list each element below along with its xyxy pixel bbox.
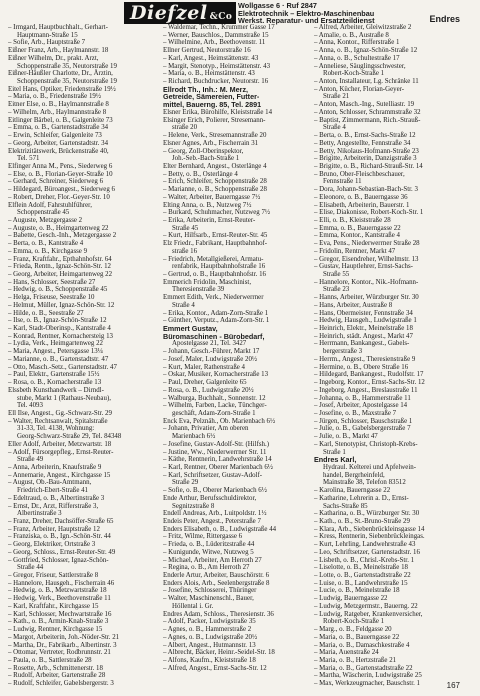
directory-entry: – Fridolin, Rentner, Markt 47 — [314, 247, 396, 255]
directory-column-3 — [314, 24, 466, 688]
directory-entry: Straße 55 — [323, 271, 350, 278]
directory-entry: Sachs-Straße 85 — [323, 502, 368, 510]
directory-entry: – Rosette, Arb., Schmittenerstr. 18 — [8, 664, 103, 672]
directory-entry: Elter Bernhard, Angest., Osterlänge 4 — [163, 162, 267, 170]
directory-entry: – Rosa, o. B., Ludwigstraße 20½ — [163, 386, 254, 394]
directory-entry: – Johann, Privatier, Am oberen — [163, 425, 249, 433]
directory-entry: Straße 44 — [17, 564, 44, 572]
directory-entry: – Karl, Schlosser, Mechwartstraße 16 — [8, 610, 112, 618]
directory-entry: – Leo, Schriftsetzer, Gartenstadtstr. 16 — [314, 548, 420, 556]
directory-entry: – Elise, Diakonisse, Robert-Koch-Str. 1 — [314, 209, 424, 217]
directory-entry: – Johanna, o. B., Hammerstraße 11 — [314, 394, 411, 402]
directory-entry: – Karl, Schriftsetzer, Gustav-Adolf- — [163, 471, 263, 479]
directory-entry: – Eleonore, o. B., Bauerngasse 36 — [314, 193, 408, 201]
directory-entry: – Anton, Masch.-Ing., Sutelliastr. 19 — [314, 101, 415, 109]
ad-line: Wollgasse 6 · Ruf 2847 — [238, 1, 317, 10]
directory-entry: – Konrad, Rentner, Kornachersteig 13 — [8, 332, 113, 340]
directory-entry: – Luise, o. B., Landwehrstraße 15 — [314, 579, 408, 587]
directory-entry: – Frieda, o. B., Lüderitzstraße 44 — [163, 541, 255, 549]
directory-entry: Endeis Peter, Angest., Peterstraße 7 — [163, 518, 261, 525]
directory-entry: Friedrich-Ebert-Straße 41 — [17, 487, 88, 495]
directory-entry: – Anton, Schlosser, Schrammstraße 32 — [314, 108, 421, 116]
directory-entry: Straße 1 — [323, 448, 346, 456]
directory-entry: – Baptist, Zimmermann, Rich.-Strauß- — [314, 116, 421, 124]
directory-entry: – Helene, Verk., Stresemannstraße 20 — [163, 132, 267, 140]
directory-entry: – Kunigunde, Witwe, Nutzweg 5 — [163, 548, 254, 556]
directory-entry: – Kath., o. B., Armin-Knab-Straße 3 — [8, 618, 109, 626]
logo-text: Diefzel — [130, 2, 208, 24]
directory-entry: – Helga, Friseuse, Seestraße 10 — [8, 294, 95, 302]
directory-entry: – Auguste, Metzgergasse 2 — [8, 216, 83, 224]
directory-entry: Hauptmann-Straße 15 — [17, 31, 78, 39]
directory-entry: Enderle Artur, Arbeiter, Bauschörstr. 6 — [163, 572, 270, 580]
directory-entry: – Hildegard, Bankangest., Rudolfstr. 17 — [314, 371, 424, 379]
directory-entry: – Kath., o. B., St.-Bruno-Straße 29 — [314, 518, 410, 525]
directory-entry: Albertinstraße 3 — [17, 510, 62, 518]
directory-entry: – Paul, Dreher, Galgenleite 65 — [163, 379, 247, 387]
directory-entry: – Gustav, Hauptlehrer, Ernst-Sachs- — [314, 263, 413, 271]
directory-entry: – Brigitte, o. B., Richard-Strauß-Str. 14 — [314, 162, 423, 170]
directory-entry: – Gerhard, Schreiner, Siederweg 6 — [8, 178, 104, 186]
directory-entry: Höllental i. Gr. — [172, 602, 214, 610]
directory-entry: – Hedwig, Verk., Beethovenstraße 11 — [8, 595, 111, 603]
directory-entry: – Maria, o. B., Gartenstadtstraße 22 — [314, 664, 413, 672]
directory-entry: – Katharina, o. B., Würzburger Str. 30 — [314, 510, 420, 518]
firm-entry: Ellrodt Th., Inh.: M. Merz, — [163, 84, 249, 94]
directory-entry: – Anna, Kontor., Rifferstraße 1 — [314, 39, 400, 47]
directory-entry: Emmerich Fridolin, Maschinist, — [163, 278, 252, 286]
directory-entry: – Erwin, Schleifer, Galgenleite 73 — [8, 132, 102, 140]
firm-entry: Getreide, Sämereien, Futter- — [163, 92, 260, 102]
directory-entry: Hydraul. Kelterei und Apfelwein- — [323, 463, 416, 471]
directory-entry: – Katharine, Lehrerin a. D., Ernst- — [314, 494, 409, 502]
directory-entry: Theresienstraße 39 — [172, 286, 225, 294]
directory-entry: – Gregor, Eisendreher, Wilhelmstr. 13 — [314, 255, 419, 263]
directory-entry: – Hans, Arbeiter, Austraße 8 — [314, 301, 393, 309]
directory-entry: Schoppenstraße 45 — [17, 209, 70, 217]
directory-entry: – Betty, Nikolaus-Hofmann-Straße 23 — [314, 147, 419, 155]
running-head: Endres — [429, 14, 460, 24]
firm-entry: Büromaschinen - Bürobedarf, — [163, 331, 265, 341]
directory-entry: – Walter, Maschinenschl., Bauer, — [163, 595, 254, 603]
directory-entry: – Werner, Bauschlos., Dammstraße 15 — [163, 31, 269, 39]
page-number: 167 — [446, 681, 460, 690]
directory-entry: – Karl, Stenotypist, Christoph-Krebs- — [314, 440, 418, 448]
directory-entry: – Maria, o. B., Bauerngasse 22 — [314, 633, 400, 641]
directory-entry: – Adolf, Fürsorgepfleg., Ernst-Reuter- — [8, 448, 114, 456]
directory-entry: – Franz, Dreher, Dachsöffer-Straße 65 — [8, 518, 114, 525]
directory-entry: – Anna, o. B., Schultestraße 17 — [314, 54, 400, 62]
directory-entry: – Hannelore, Kontor., Nik.-Hofmann- — [314, 278, 419, 286]
directory-entry: – Alfons, Kaufm., Kleiststraße 18 — [163, 656, 256, 664]
directory-entry: – Karl, Kraftfahr., Kirchgasse 15 — [8, 602, 99, 610]
directory-entry: – Regina, o. B., Am Herroth 27 — [163, 564, 250, 572]
directory-entry: – Ingeborg, Kontor., Ernst-Sachs-Str. 12 — [314, 379, 425, 387]
directory-entry: – Käthe, Rentnerin, Landwehrstraße 14 — [163, 456, 272, 464]
directory-entry: – Hanns, Arbeiter, Würzburger Str. 30 — [314, 294, 419, 302]
directory-entry: – Franz, Arbeiter, Hauptstraße 12 — [8, 525, 100, 533]
advertisement-text — [238, 2, 408, 25]
directory-entry: – Michael, Arbeiter, Am Herroth 27 — [163, 556, 262, 564]
directory-entry: – Karl, Rentner, Oberer Marienbach 6½ — [163, 463, 273, 471]
directory-entry: – Bruno, Ober-Fleischbeschauer, — [314, 170, 405, 178]
directory-entry: bergerstraße 3 — [323, 348, 363, 356]
directory-entry: – Lydia, Verk., Heimgartenweg 22 — [8, 340, 103, 348]
directory-entry: – Oskar, Musiker, Kornacherstraße 13 — [163, 371, 269, 379]
directory-entry: Ellner Gertrud, Neutorstraße 16 — [163, 47, 251, 55]
directory-entry: – Helmut, Müller, Ignaz-Schön-Str. 12 — [8, 301, 115, 309]
directory-entry: geschäft, Adam-Zorn-Straße 1 — [172, 409, 256, 417]
directory-entry: – Anna, o. B., Ignaz-Schön-Straße 12 — [314, 47, 418, 55]
directory-entry: – August, Ob.-Bau-Amtmann, — [8, 479, 92, 487]
directory-entry: Enck Eva, Pelznäh., Ob. Marienbach 6½ — [163, 417, 276, 425]
directory-entry: – Fritz, Wilme, Rittergasse 6 — [163, 533, 243, 541]
directory-entry: – Walter, Arbeiter, Bauerngasse 7½ — [163, 193, 261, 201]
directory-entry: Segnitzstraße 8 — [172, 502, 215, 510]
directory-entry: Endell Andreas, Arb., Luitpoldstr. 1½ — [163, 510, 267, 518]
directory-entry: – Maria, o. B., Heimstättenstr. 43 — [163, 70, 255, 78]
directory-entry: – Hedwig, Hausgeh., Ludwigstraße 1 — [314, 317, 417, 325]
directory-entry: Straße 45 — [172, 224, 199, 232]
directory-entry: Straße 23 — [323, 286, 350, 294]
directory-entry: – Ingeborg, Angest., Breslaustraße 11 — [314, 386, 418, 394]
directory-entry: – Hilde, o. B., Seestraße 27 — [8, 309, 84, 317]
directory-entry: – Hannelore, Hausgeh., Fischerrain 46 — [8, 579, 115, 587]
directory-entry: Eißner-Häußler Charlotte, Dr., Ärztin, — [8, 70, 113, 78]
directory-entry: – Georg, Arbeiter, Heimgartenweg 22 — [8, 271, 113, 278]
directory-entry: – Georg, Zoll-Oberinspektor, — [163, 147, 244, 155]
directory-entry: – Gregor, Friseur, Sattlerstraße 8 — [8, 572, 99, 580]
directory-entry: Eitner Else, o. B., Haylmannstraße 8 — [8, 101, 109, 109]
directory-entry: – Georg, Arbeiter, Gartenstadtstr. 34 — [8, 139, 109, 147]
directory-entry: – Jürgen, Schlosser, Bauschstraße 1 — [314, 417, 413, 425]
directory-entry: – Elisabeth, Arbeiterin, Bauerstr. 1 — [314, 201, 410, 209]
directory-entry: Straße 21 — [323, 93, 350, 101]
directory-entry: Elsner Agnes, Arb., Fischerrain 31 — [163, 139, 259, 147]
directory-entry: Eißner Franz, Arb., Haylmannstr. 18 — [8, 47, 109, 55]
directory-entry: – Emma, Kontor., Kantstraße 4 — [314, 232, 400, 240]
directory-entry: Endres Adam, Schloss., Theresienstr. 36 — [163, 610, 274, 618]
directory-entry: – Margot, Arbeiterin, Joh.-Nöder-Str. 21 — [8, 633, 120, 641]
directory-entry: – Betty, Angestellte, Fennstraße 34 — [314, 139, 411, 147]
directory-entry: Ell Ilse, Angest., Gg.-Schwarz-Str. 29 — [8, 409, 112, 417]
directory-entry: Robert-Koch-Straße 1 — [323, 618, 385, 626]
directory-entry: – Karl, Stadt-Oberinsp., Kantstraße 4 — [8, 325, 111, 333]
directory-entry: – Emma, o. B., Bauerngasse 22 — [314, 224, 401, 232]
directory-entry: – Ottomar, Vertreter, Rodbrunnstr. 21 — [8, 649, 111, 657]
directory-entry: Straße 4 — [172, 301, 195, 309]
directory-entry: – Martha, Dr., Fabrikarb., Albertinstr. 3 — [8, 641, 117, 649]
directory-entry: – Günther, Verputz., Adam-Zorn-Str. 1 — [163, 317, 270, 325]
directory-entry: – Berta, o. B., Ernst-Sachs-Straße 12 — [314, 132, 416, 140]
directory-column-2 — [163, 24, 311, 672]
directory-entry: – Maria, o. B., Hertzstraße 21 — [314, 656, 397, 664]
directory-entry: – Emma, o. B., Kirchgasse 9 — [8, 247, 88, 255]
directory-entry: – Anton, Kücher, Florian-Geyer- — [314, 85, 405, 93]
directory-entry: – Waldemar, Techn., Krummer Gasse 17 — [163, 24, 275, 31]
directory-entry: – Julie, o. B., Gabelsbergerstraße 7 — [314, 425, 411, 433]
directory-entry: – Albert, Angest., Hutmannstr. 13 — [163, 641, 256, 649]
directory-entry: Mainstraße 38, Telefon 83512 — [323, 479, 406, 487]
directory-entry: Ende Arthur, Berufsschuldirektor, — [163, 494, 257, 502]
directory-entry: – Franz, Kraftfahr., Epthahnhofstr. 64 — [8, 255, 112, 263]
directory-entry: – Albrecht, Bäcker, Heinr.-Seidel-Str. 18 — [163, 649, 275, 657]
directory-entry: – Rosa, o. B., Kornacherstraße 13 — [8, 379, 102, 387]
directory-entry: – Maria, o. B., Damaschkestraße 4 — [314, 641, 410, 649]
directory-entry: – Hedwig, o. B., Schoppenstraße 45 — [8, 286, 108, 294]
directory-entry: Straße 4 — [323, 124, 346, 132]
directory-entry: – Josefine, Gustav-Adolf-Str. (Hilfsh.) — [163, 440, 270, 448]
directory-entry: – Martha, Wäscherin, Ludwigstraße 25 — [314, 672, 422, 680]
directory-entry: – Kurt, Lehrling, Landwehrstraße 43 — [314, 541, 416, 549]
directory-entry: 31-33, Tel. 4138, Wohnung: — [17, 425, 95, 433]
directory-entry: – Wilhelmine, Arb., Beethovenstr. 11 — [163, 39, 266, 47]
directory-entry: – Agnes, o. B., Hammerstraße 2 — [163, 626, 252, 634]
directory-entry: Eißner Wilhelm, Dr., prakt. Arzt, — [8, 54, 99, 62]
directory-entry: Eitlinger Bärbel, o. B., Galgenleite 73 — [8, 116, 113, 124]
directory-entry: – Otto, Masch.-Setz., Gartenstadtstr. 47 — [8, 363, 117, 371]
directory-entry: – Alfred, Angest., Ernst-Sachs-Str. 12 — [163, 664, 267, 672]
directory-entry: – Adolf, Packer, Ludwigstraße 35 — [163, 618, 256, 626]
directory-entry: – Sofie, Arb., Hauptstraße 7 — [8, 39, 86, 47]
directory-entry: – Ilse, o. B., Ignaz-Schön-Straße 12 — [8, 317, 107, 325]
directory-entry: handel, Bergrheinfeld, — [323, 471, 385, 479]
directory-entry: – Walter, Rechtsanwalt, Spitalstraße — [8, 417, 108, 425]
directory-entry: – Josef, Maler, Ludwigstraße 20½ — [163, 355, 258, 363]
firm-entry: Emmert Gustav, — [163, 324, 218, 334]
directory-entry: – Heinrich, Elektr., Meinelstraße 18 — [314, 325, 413, 333]
directory-entry: – Max, Werkzeugmacher, Bauschstr. 1 — [314, 680, 421, 688]
directory-entry: Tel. 571 — [17, 155, 40, 163]
directory-entry: renfabrik, Hauptbahnhofstraße 16 — [172, 263, 266, 271]
directory-entry: Elfinger Anna M., Pens., Siederweg 6 — [8, 162, 113, 170]
directory-entry: Elssbeth Kunsthandwerk – Dirndl- — [8, 386, 104, 394]
directory-entry: Elting Anna, o. B., Nutzweg 7½ — [163, 201, 252, 209]
directory-entry: Eitel Hans, Optiker, Friedenstraße 19½ — [8, 85, 116, 93]
directory-entry: – Hildegard, Büroangest., Siederweg 6 — [8, 186, 115, 194]
directory-entry: Robert-Koch-Straße 1 — [323, 70, 385, 78]
directory-entry: Joh.-Seb.-Bach-Straße 1 — [172, 155, 240, 163]
directory-entry: – Maria, Auenstraße 24 — [314, 649, 379, 657]
directory-entry: – Richard, Buchdrucker, Neutorstr. 16 — [163, 78, 269, 86]
directory-entry: Straße 29 — [172, 479, 199, 487]
directory-entry: – Rudolf, Arbeiter, Gartenstraße 28 — [8, 672, 106, 680]
advertiser-logo — [124, 2, 236, 24]
directory-entry: – Sofie, o. B., Oberer Marienbach 6½ — [163, 487, 267, 495]
directory-entry: – Wilhelm, Arb., Haylmannstraße 8 — [8, 108, 107, 116]
directory-entry: – Brigitte, Arbeiterin, Danzigstraße 3 — [314, 155, 417, 163]
directory-entry: Marienbach 6½ — [172, 433, 216, 441]
directory-entry: – Emma, o. B., Gartenstadtstraße 34 — [8, 124, 109, 132]
directory-entry: – Hans, Obermeister, Fennstraße 34 — [314, 309, 413, 317]
directory-entry: – Elli, o. B., Kleiststraße 28 — [314, 216, 391, 224]
directory-entry: straße 16 — [172, 247, 198, 255]
directory-entry: Apostelgasse 21, Tel. 3427 — [172, 340, 247, 348]
directory-entry: – Kurt, Hilfsarb., Ernst-Reuter-Str. 45 — [163, 232, 268, 240]
directory-entry: – Kurt, Maler, Rathenstraße 4 — [163, 363, 246, 371]
firm-entry: mittel, Bauerng. 85, Tel. 2891 — [163, 100, 262, 110]
ad-line: Elektrotechnik – Elektro-Maschinenbau — [238, 8, 375, 18]
directory-entry: – Johann, Gesch.-Führer, Markt 17 — [163, 348, 260, 356]
directory-entry: Elz Friedr., Fabrikant, Hauptbahnhof- — [163, 240, 268, 248]
directory-entry: Emmert Edith, Verk., Niederwerrner — [163, 294, 264, 302]
directory-entry: – Walburga, Buchhalt., Sonnenstr. 12 — [163, 394, 266, 402]
directory-entry: – Herrmann, Bankangest., Gabels- — [314, 340, 410, 348]
directory-entry: – Klara, Arb., Siebenbrückleinsgasse 14 — [314, 525, 425, 533]
directory-entry: – Ernst, Dr., Arzt, Rifferstraße 3, — [8, 502, 99, 510]
directory-entry: – Amalie, o. B., Austraße 8 — [314, 31, 389, 39]
directory-entry: – Marianne, o. B., Gartenstadtstr. 47 — [8, 355, 109, 363]
directory-entry: – Josef, Arbeiter, Apostelgasse 14 — [314, 402, 408, 410]
directory-entry: – Babette, Gesch.-Inh., Metzgergasse 2 — [8, 232, 117, 240]
directory-entry: – Edeltraud, o. B., Albertinstraße 3 — [8, 494, 105, 502]
directory-entry: – Frieda, Rentn., Ignaz-Schön-Str. 12 — [8, 263, 111, 271]
directory-entry: – Anna, Arbeiterin, Knaufstraße 9 — [8, 463, 102, 471]
directory-entry: – Gottfried, Schlosser, Ignaz-Schön- — [8, 556, 109, 564]
directory-entry: – Hedwig, o. B., Metzwartstraße 18 — [8, 587, 107, 595]
directory-entry: Straße 49 — [17, 456, 44, 464]
directory-entry: – Ludwig, Bauerngasse 22 — [314, 595, 388, 603]
directory-entry: – Karolina, Bauerngasse 22 — [314, 487, 391, 495]
directory-entry: straße 20 — [172, 124, 198, 132]
directory-entry: – Wilhelm, Farben, Lacke, Tünchger- — [163, 402, 267, 410]
directory-entry: – Justine, Ww., Niederwerrner Str. 11 — [163, 448, 267, 456]
directory-entry: – Agnes, o. B., Ludwigstraße 20½ — [163, 633, 258, 641]
directory-entry: – Marianne, o. B., Schoppenstraße 28 — [163, 186, 267, 194]
directory-entry: – Alfred, Arbeiter, Gleiwitzstraße 2 — [314, 24, 412, 31]
directory-entry: Elflein Adolf, Fahrstuhlführer, — [8, 201, 92, 209]
directory-entry: – Robert, Dreher, Flor.-Geyer-Str. 10 — [8, 193, 110, 201]
directory-entry: – Josefine, Schlosserei, Thüringer — [163, 587, 257, 595]
directory-entry: Fennstraße 11 — [323, 178, 362, 186]
directory-entry: – Burkard, Schuhmacher, Nutzweg 7½ — [163, 209, 271, 217]
directory-entry: stube, Markt 1 (Rathaus-Neubau), — [17, 394, 111, 402]
directory-entry: – Annemarie, Angest., Kirchgasse 15 — [8, 471, 111, 479]
directory-entry: Georg-Schwarz-Straße 29, Tel. 84348 — [17, 433, 122, 441]
directory-entry: – Erika, Arbeiterin, Ernst-Reuter- — [163, 216, 256, 224]
directory-entry: Enders Alois, Arb., Seelenbergstraße 8 — [163, 579, 270, 587]
directory-entry: – Eva, Pens., Niederwerrner Straße 28 — [314, 240, 420, 248]
directory-entry: – Erika, Kontor., Adam-Zorn-Straße 1 — [163, 309, 269, 317]
directory-entry: – Julie, o. B., Markt 47 — [314, 433, 378, 441]
firm-entry: Endres Karl, — [314, 455, 357, 465]
directory-column-1 — [8, 24, 160, 688]
directory-entry: – Heinrich, städt. Angest., Markt 47 — [314, 332, 413, 340]
directory-entry: – Josefine, o. B., Maxstraße 7 — [314, 409, 397, 417]
directory-entry: – Maria, o. B., Friedenstraße 19½ — [8, 93, 102, 101]
ad-line: Werkst. Reparatur- und Ersatzteildienst — [238, 16, 375, 26]
directory-entry: – Ludwig, Ratgeber, Krankenversicher, — [314, 610, 423, 618]
logo-suffix: &Co — [209, 12, 233, 22]
directory-entry: Enders Elisabeth, o. B., Ludwigstraße 44 — [163, 525, 277, 533]
directory-entry: Elsner Erika, Bürohilfe, Kleiststraße 14 — [163, 108, 273, 116]
directory-entry: – Georg, Schloss., Ernst-Reuter-Str. 49 — [8, 548, 116, 556]
directory-entry: – Margit, Stenotyp., Heimstättenstr. 43 — [163, 62, 271, 70]
directory-entry: Tel. 4093 — [17, 402, 43, 410]
directory-entry: – Lisbeth, o. B., Chrisl.-Krebs-Str. 1 — [314, 556, 415, 564]
directory-entry: – Hans, Schlosser, Seestraße 27 — [8, 278, 96, 286]
directory-entry: Schoppenstraße 35, Neutorstraße 19 — [17, 78, 117, 86]
directory-entry: – Paul, Elektr., Gartenstraße 15½ — [8, 371, 100, 379]
directory-entry: – Liselotte, o. B., Meinelstraße 18 — [314, 564, 408, 572]
directory-entry: – Ludwig, Rentner, Kirchgasse 15 — [8, 626, 103, 634]
directory-entry: – Gertrud, o. B., Hauptbahnhofstr. 16 — [163, 271, 266, 278]
directory-entry: – Lotte, o. B., Gartenstadtstraße 22 — [314, 572, 411, 580]
directory-entry: Schoppenstraße 35, Neutorstraße 19 — [17, 62, 117, 70]
directory-entry: – Paula, o. B., Sattlerstraße 28 — [8, 656, 92, 664]
directory-entry: – Else, o. B., Florian-Geyer-Straße 10 — [8, 170, 113, 178]
directory-entry: – Ludwig, Metzgermstr., Bauerng. 22 — [314, 602, 418, 610]
directory-entry: – Anneliese, Säuglingsschwester, — [314, 62, 406, 70]
directory-entry: – Kress, Rentnerin, Siebenbrückleingas. — [314, 533, 425, 541]
directory-entry: – Irmgard, Hauptbuchhalt., Gerhart- — [8, 24, 108, 31]
directory-entry: – Rudolf, Schleifer, Gabelsbergerstr. 3 — [8, 680, 114, 688]
directory-entry: Elektrizitätswerk, Brückenstraße 40, — [8, 147, 109, 155]
directory-entry: – Lucie, o. B., Meinelstraße 18 — [314, 587, 400, 595]
directory-entry: – Auguste, o. B., Heimgartenweg 22 — [8, 224, 109, 232]
directory-entry: – Friedrich, Metallgießerei, Armatu- — [163, 255, 264, 263]
directory-entry: – Dora, Johann-Sebastian-Bach-Str. 3 — [314, 186, 418, 194]
directory-entry: Elsinger Erich, Polierer, Stresemann- — [163, 116, 266, 124]
directory-entry: – Betty, o. B., Osterlänge 4 — [163, 170, 238, 178]
directory-entry: – Hermine, o. B., Obere Straße 16 — [314, 363, 409, 371]
directory-entry: Eller Adolf, Arbeiter, Metzwartstr. 18 — [8, 440, 112, 448]
directory-entry: – Anton, Installateur, Lg. Schränke 11 — [314, 78, 419, 86]
directory-entry: – Georg, Elektriker, Ortstraße 3 — [8, 541, 96, 549]
directory-entry: – Franziska, o. B., Ign.-Schön-Str. 44 — [8, 533, 111, 541]
directory-entry: – Marg., o. B., Feldgasse 20 — [314, 626, 392, 634]
directory-entry: – Berta, o. B., Kantstraße 4 — [8, 240, 84, 248]
directory-entry: – Herrm., Angest., Theresienstraße 9 — [314, 355, 416, 363]
directory-entry: – Maria, Angest., Petersgasse 13¼ — [8, 348, 103, 356]
directory-entry: – Erich, Schleifer, Schoppenstraße 28 — [163, 178, 267, 186]
directory-entry: – Karl, Angest., Heimstättenstr. 43 — [163, 54, 259, 62]
